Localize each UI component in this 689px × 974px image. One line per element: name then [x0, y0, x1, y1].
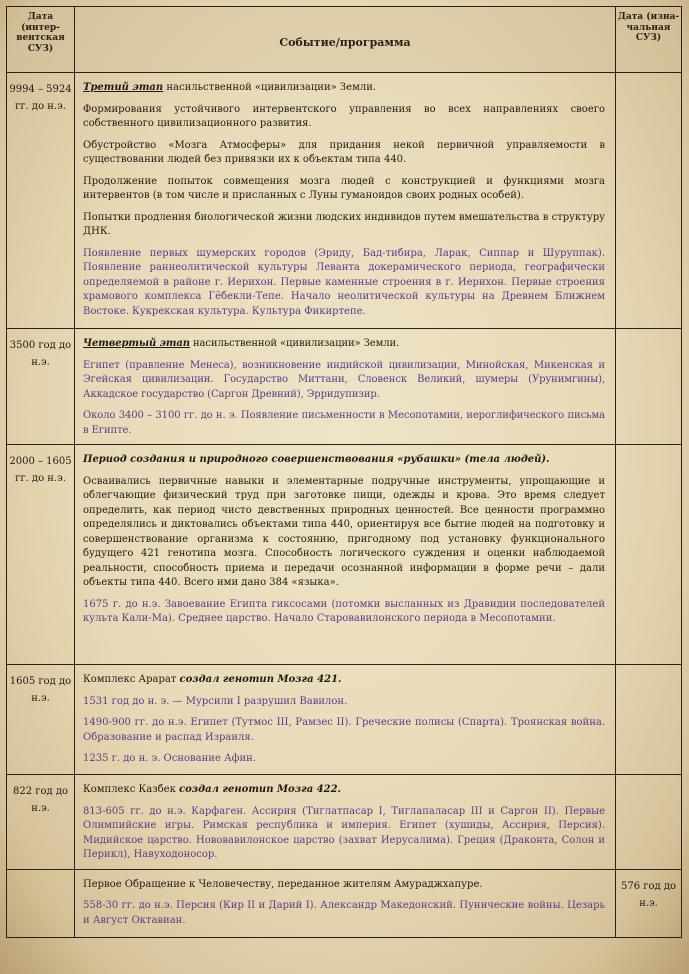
history-note: 813-605 гг. до н.э. Карфаген. Ассирия (Тиглатпасар I, Тиглапаласар III и Саргон II). Первые Олимпийские игры. Римская республика и империя. Египет (хушиды, Ассирия, Персия). Мидийское царство. Нововавилонское царство (захват Иерусалима). Греция (Драконта, Солон и Перикл), Навуходоносор. — [83, 805, 605, 860]
table-row — [7, 329, 682, 445]
row-date-left: 822 год до н.э. — [7, 775, 75, 870]
row-date-right — [616, 73, 682, 329]
history-table — [6, 6, 682, 938]
event-paragraph: Продолжение попыток совмещения мозга людей с конструкцией и функциями мозга интервентов (в том числе и присланных с Луны гуманоидов своих родных особей). — [83, 175, 605, 201]
row-event — [75, 665, 616, 775]
row-date-right — [616, 775, 682, 870]
row-event — [75, 445, 616, 665]
complex-name: Комплекс Арарат — [83, 674, 180, 685]
history-note: 1235 г. до н. э. Основание Афин. — [83, 753, 256, 764]
event-paragraph: Обустройство «Мозга Атмосферы» для придания некой первичной управляемости в существовании людей без привязки их к объектам типа 440. — [83, 139, 605, 165]
event-paragraph: Осваивались первичные навыки и элементарные подручные инструменты, упрощающие и облегчающие физический труд при заготовке пищи, одежды и крова. Это время следует определить, как период чисто девственных природных ценностей. Все ценности программно определялись и диктовались объектами типа 440, ориентируя все бытие людей на подготовку и совершенствование организма к состоянию, пригодному под установку функционального будущего 421 генотипа мозга. Способность логического суждения и оценки наблюдаемой реальности, способность приема и передачи осознанной информации в форме речи – дали объекты типа 440. Всего ими дано 384 «языка». — [83, 475, 605, 588]
header-date-original: Дата (изна-чальная СУЗ) — [616, 7, 682, 73]
row-date-right — [616, 445, 682, 665]
row-date-right — [616, 665, 682, 775]
row-title — [83, 337, 605, 352]
row-title — [83, 81, 605, 96]
table-row — [7, 445, 682, 665]
row-date-left: 3500 год до н.э. — [7, 329, 75, 445]
history-note: 1490-900 гг. до н.э. Египет (Тутмос III, Рамзес II). Греческие полисы (Спарта). Троянская война. Образование и распад Израиля. — [83, 717, 605, 743]
header-event: Событие/программа — [75, 7, 616, 73]
table-row — [7, 869, 682, 937]
table-row — [7, 775, 682, 870]
genotype-title: создал генотип Мозга 421. — [179, 674, 342, 685]
event-paragraph: Попытки продления биологической жизни людских индивидов путем вмешательства в структуру ДНК. — [83, 211, 605, 237]
row-date-left: 2000 – 1605 гг. до н.э. — [7, 445, 75, 665]
row-date-left — [7, 869, 75, 937]
event-paragraph: Формирования устойчивого интервентского управления во всех направлениях своего собственного цивилизационного развития. — [83, 103, 605, 129]
event-paragraph: Первое Обращение к Человечеству, переданное жителям Амураджхапуре. — [83, 878, 483, 890]
row-title: Период создания и природного совершенствования «рубашки» (тела людей). — [83, 454, 550, 465]
row-date-right: 576 год до н.э. — [616, 869, 682, 937]
stage-title-rest: насильственной «цивилизации» Земли. — [163, 82, 377, 93]
row-date-left: 9994 – 5924 гг. до н.э. — [7, 73, 75, 329]
history-note: Египет (правление Менеса), возникновение индийской цивилизации, Минойская, Микенская и Эгейская цивилизации. Государство Миттани, Словенск Великий, шумеры (Урунимгины), Аккадское государство (Саргон Древний), Эрридупизир. — [83, 359, 605, 400]
header-date-intervent: Дата (интер-вентская СУЗ) — [7, 7, 75, 73]
row-event — [75, 775, 616, 870]
row-date-right — [616, 329, 682, 445]
history-note: 1675 г. до н.э. Завоевание Египта гиксосами (потомки высланных из Дравидии последователей культа Кали-Ма). Среднее царство. Начало Старовавилонского периода в Месопотамии. — [83, 598, 605, 624]
history-note: Появление первых шумерских городов (Эриду, Бад-тибира, Ларак, Сиппар и Шуруппак). Появление раннеолитической культуры Леванта докерамического периода, географически определяемой в районе г. Иерихон. Первые каменные строения в г. Иерихон. Первые строения храмового комплекса Гёбекли-Тепе. Начало неолитической культуры на Древнем Ближнем Востоке. Кукрекская культура. Культура Фикиртепе. — [83, 247, 605, 317]
row-event — [75, 73, 616, 329]
genotype-title: создал генотип Мозга 422. — [179, 784, 342, 795]
stage-title: Четвертый этап — [83, 338, 190, 349]
stage-title: Третий этап — [83, 82, 164, 93]
row-title — [83, 783, 605, 798]
stage-title-rest: насильственной «цивилизации» Земли. — [189, 338, 400, 349]
row-event — [75, 869, 616, 937]
table-header-row — [7, 7, 682, 73]
row-title — [83, 673, 605, 688]
table-row — [7, 73, 682, 329]
history-note: 1531 год до н. э. — Мурсили I разрушил Вавилон. — [83, 695, 348, 707]
history-note: Около 3400 – 3100 гг. до н. э. Появление письменности в Месопотамии, иероглифического письма в Египте. — [83, 410, 605, 436]
row-date-left: 1605 год до н.э. — [7, 665, 75, 775]
row-event — [75, 329, 616, 445]
table-row — [7, 665, 682, 775]
history-note: 558-30 гг. до н.э. Персия (Кир II и Дарий I). Александр Македонский. Пунические войны. Цезарь и Август Октавиан. — [83, 900, 605, 926]
complex-name: Комплекс Казбек — [83, 784, 180, 795]
